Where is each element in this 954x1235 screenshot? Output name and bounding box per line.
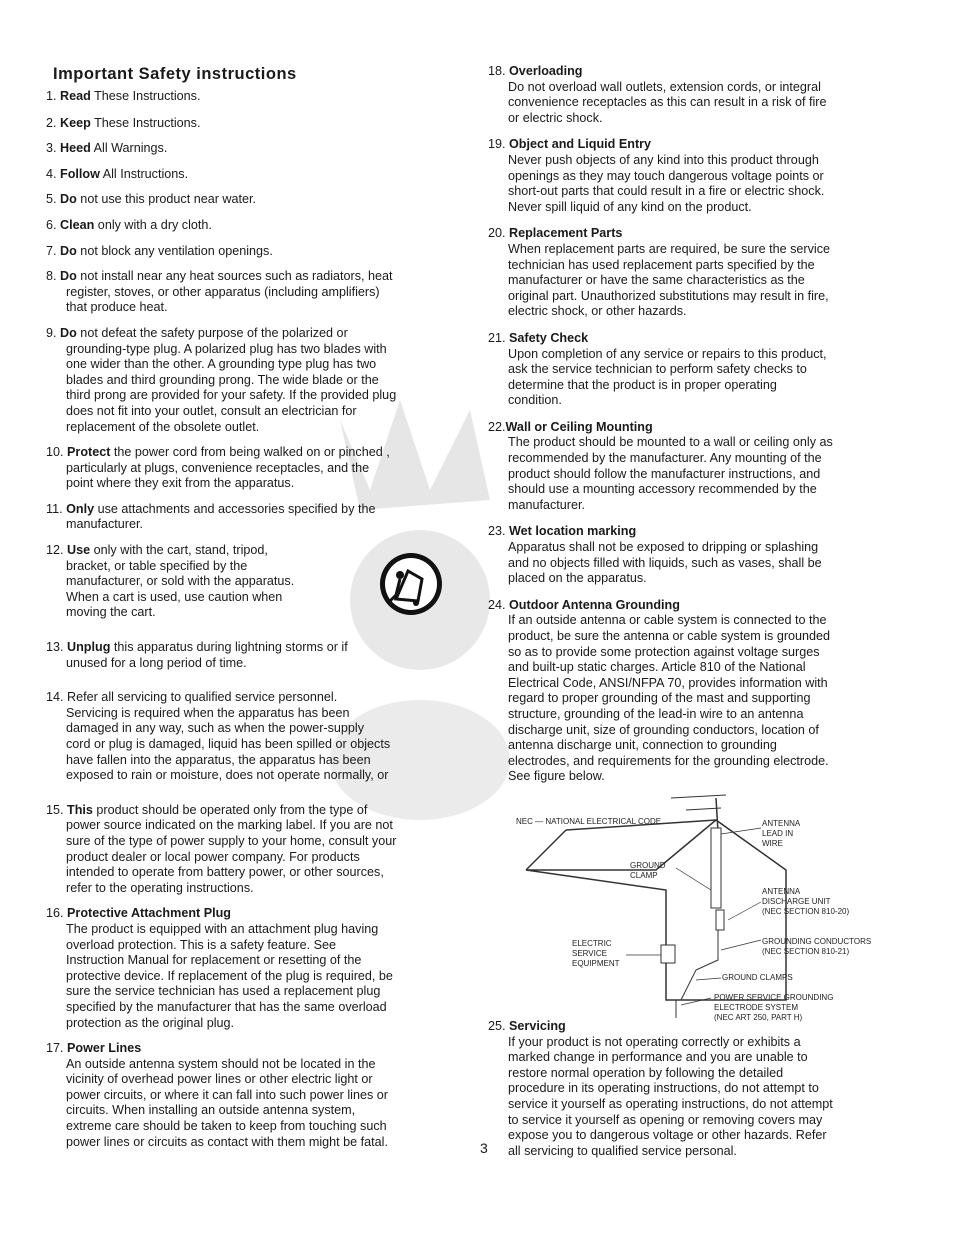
figure-discharge-2: DISCHARGE UNIT (762, 897, 831, 906)
item-spacer (46, 671, 474, 690)
instruction-continuation-line: determine that the product is in proper operating (508, 377, 777, 392)
figure-grounding-conductors-2: (NEC SECTION 810-21) (762, 947, 850, 956)
instruction-continuation-line: so as to provide some protection against voltage surges (508, 644, 820, 659)
instruction-heading (46, 141, 474, 157)
instruction-text: not use this product near water. (76, 192, 257, 207)
instruction-continuation-line: should use a mounting accessory recommended by the (508, 482, 817, 497)
instruction-keyword: This (67, 802, 93, 817)
instruction-text: use attachments and accessories specified by the (94, 501, 376, 516)
instruction-continuation-line: that produce heat. (66, 300, 168, 315)
instruction-keyword: Protective Attachment Plug (67, 906, 231, 921)
instruction-continuation-line: Apparatus shall not be exposed to dripping or splashing (508, 540, 819, 555)
instruction-number: 1. (46, 89, 61, 103)
instruction-continuation-line: point where they exit from the apparatus. (66, 476, 295, 491)
instruction-number: 18. (488, 64, 510, 78)
figure-electric-service-3: EQUIPMENT (572, 959, 620, 968)
left-instruction-item (46, 640, 474, 671)
instruction-keyword: Unplug (67, 640, 111, 655)
instruction-heading (46, 906, 474, 922)
instruction-continuation-line: ask the service technician to perform safety checks to (508, 362, 807, 377)
instruction-continuation-line: electrodes, and requirements for the grounding electrode. (508, 753, 829, 768)
instruction-continuation-line: particularly at plugs, convenience receptacles, and the (66, 460, 370, 475)
instruction-continuation-line: manufacturer or have the same characteristics as the (508, 273, 805, 288)
instruction-continuation-line: overload protection. This is a safety feature. See (66, 937, 336, 952)
instruction-continuation-line: unused for a long period of time. (66, 655, 247, 670)
instruction-text: All Instructions. (99, 166, 189, 181)
instruction-heading (46, 244, 474, 260)
instruction-continuation-line: service it yourself as operating instructions, do not attempt (508, 1096, 833, 1111)
instruction-continuation-line: See figure below. (508, 769, 605, 784)
instruction-text: not block any ventilation openings. (76, 243, 273, 258)
instruction-continuation-line: Upon completion of any service or repairs to this product, (508, 346, 827, 361)
instruction-continuation-line: protection as the original plug. (66, 1015, 235, 1030)
instruction-text: only with a dry cloth. (94, 217, 212, 232)
right-instruction-item (488, 598, 908, 785)
instruction-keyword: Servicing (509, 1018, 566, 1033)
figure-antenna-lead-3: WIRE (762, 839, 783, 848)
instruction-heading (488, 137, 908, 153)
instruction-continuation-line: openings as they may touch dangerous voltage points or (508, 168, 824, 183)
instruction-continuation-line: original part. Unauthorized substitutions may result in fire, (508, 288, 829, 303)
left-instruction-item (46, 89, 474, 105)
instruction-continuation-line: structure, grounding of the lead-in wire to an antenna (508, 706, 804, 721)
instruction-text: only with the cart, stand, tripod, (90, 543, 268, 558)
instruction-keyword: Protect (67, 445, 111, 460)
left-instruction-item (46, 192, 474, 208)
instruction-heading (46, 445, 474, 461)
instruction-continuation-line: all servicing to qualified service personal. (508, 1143, 737, 1158)
right-instruction-item (488, 1019, 908, 1159)
right-instruction-item (488, 524, 908, 586)
instruction-number: 15. (46, 802, 68, 817)
figure-antenna-lead-2: LEAD IN (762, 829, 794, 838)
item-spacer (46, 259, 474, 269)
item-spacer (488, 513, 908, 524)
instruction-continuation-line: When replacement parts are required, be sure the service (508, 241, 831, 256)
instruction-number: 9. (46, 325, 61, 340)
instruction-continuation-line: convenience receptacles as this can result in a risk of fire (508, 95, 827, 110)
figure-electric-service-1: ELECTRIC (572, 939, 612, 948)
instruction-keyword: Follow (60, 166, 100, 181)
instruction-continuation-line: sure of the type of power supply to your home, consult your (66, 833, 397, 848)
instruction-continuation-line: power circuits, or where it can fall into such power lines or (66, 1087, 388, 1102)
figure-ground-clamp-1: GROUND (630, 861, 666, 870)
item-spacer (46, 316, 474, 326)
instruction-continuation-line: manufacturer. (66, 517, 144, 532)
instruction-heading (46, 326, 474, 342)
instruction-continuation-line: manufacturer. (508, 497, 586, 512)
instruction-continuation-line: refer to the operating instructions. (66, 880, 254, 895)
page-number: 3 (480, 1140, 488, 1156)
figure-discharge-1: ANTENNA (762, 887, 801, 896)
right-instruction-item (488, 64, 908, 126)
item-spacer (46, 784, 474, 803)
instruction-continuation-line: vicinity of overhead power lines or other electric light or (66, 1072, 373, 1087)
instruction-continuation-line: recommended by the manufacturer. Any mounting of the (508, 451, 822, 466)
instruction-keyword: Do (60, 243, 77, 258)
antenna-grounding-figure (506, 790, 906, 1030)
instruction-continuation-line: An outside antenna system should not be located in the (66, 1056, 376, 1071)
instruction-continuation-line: replacement of the obsolete outlet. (66, 419, 260, 434)
item-spacer (46, 1031, 474, 1041)
instruction-heading (488, 524, 908, 540)
left-instruction-item (46, 218, 474, 234)
instruction-number: 17. (46, 1041, 68, 1056)
instruction-continuation-line: If your product is not operating correctly or exhibits a (508, 1034, 801, 1049)
instruction-keyword: Do (60, 269, 77, 284)
item-spacer (46, 182, 474, 192)
instruction-text: All Warnings. (90, 141, 168, 156)
item-spacer (488, 320, 908, 331)
instruction-text: not install near any heat sources such as radiators, heat (76, 269, 393, 284)
instruction-continuation-line: expose you to dangerous voltage or other hazards. Refer (508, 1128, 827, 1143)
left-instruction-item (46, 244, 474, 260)
item-spacer (46, 435, 474, 445)
instruction-continuation-line: have fallen into the apparatus, the apparatus has been (66, 752, 371, 767)
left-instruction-item (46, 543, 474, 621)
instruction-number: 6. (46, 217, 61, 232)
figure-nec-label: NEC — NATIONAL ELECTRICAL CODE (516, 817, 662, 826)
instruction-keyword: Read (60, 89, 91, 103)
instruction-keyword: Wet location marking (509, 524, 637, 539)
left-instruction-item (46, 803, 474, 897)
instruction-keyword: Use (67, 543, 91, 558)
right-instruction-item (488, 420, 908, 514)
instruction-heading (46, 218, 474, 234)
figure-ground-clamps: GROUND CLAMPS (722, 973, 793, 982)
figure-power-service-3: (NEC ART 250, PART H) (714, 1013, 803, 1022)
instruction-continuation-line: regard to proper grounding of the mast and supporting (508, 691, 811, 706)
instruction-continuation-line: The product should be mounted to a wall or ceiling only as (508, 435, 833, 450)
instruction-heading (46, 1041, 474, 1057)
instruction-continuation-line: placed on the apparatus. (508, 571, 647, 586)
instruction-number: 3. (46, 141, 61, 156)
item-spacer (46, 105, 474, 116)
instruction-number: 24. (488, 597, 510, 612)
instruction-heading (46, 640, 474, 656)
figure-antenna-lead-1: ANTENNA (762, 819, 801, 828)
instruction-continuation-line: antenna discharge unit, connection to grounding (508, 738, 777, 753)
instruction-keyword: Only (66, 501, 95, 516)
item-spacer (46, 896, 474, 906)
instruction-continuation-line: Servicing is required when the apparatus has been (66, 705, 350, 720)
left-instruction-item (46, 502, 474, 533)
item-spacer (488, 409, 908, 420)
instruction-number: 4. (46, 166, 61, 181)
instruction-continuation-line: Never push objects of any kind into this product through (508, 152, 819, 167)
instruction-number: 23. (488, 524, 510, 539)
instruction-number: 2. (46, 115, 61, 130)
instruction-keyword: Heed (60, 141, 91, 156)
instruction-number: 12. (46, 543, 68, 558)
instruction-text: These Instructions. (90, 115, 201, 130)
figure-discharge-3: (NEC SECTION 810-20) (762, 907, 850, 916)
left-instruction-item (46, 167, 474, 183)
instruction-continuation-line: Never spill liquid of any kind on the product. (508, 199, 752, 214)
instruction-keyword: Outdoor Antenna Grounding (509, 597, 680, 612)
instruction-heading (46, 690, 474, 706)
instruction-continuation-line: extreme care should be taken to keep from touching such (66, 1119, 387, 1134)
instruction-continuation-line: electric shock, or other hazards. (508, 304, 687, 319)
instruction-keyword: Wall or Ceiling Mounting (505, 419, 653, 434)
right-instruction-item (488, 226, 908, 320)
instruction-heading (46, 502, 474, 518)
instruction-continuation-line: or electric shock. (508, 110, 603, 125)
instruction-number: 16. (46, 906, 68, 921)
instruction-continuation-line: Instruction Manual for replacement or resetting of the (66, 953, 362, 968)
instruction-heading (46, 116, 474, 132)
instruction-continuation-line: moving the cart. (66, 605, 156, 620)
instruction-text: product should be operated only from the type of (92, 802, 368, 817)
instruction-heading (488, 598, 908, 614)
instruction-number: 19. (488, 137, 510, 152)
instruction-continuation-line: one wider than the other. A grounding type plug has two (66, 357, 377, 372)
instruction-number: 20. (488, 226, 510, 241)
instruction-continuation-line: marked change in performance and you are unable to (508, 1050, 808, 1065)
left-instruction-item (46, 326, 474, 435)
left-instruction-item (46, 1041, 474, 1150)
instruction-continuation-line: sure the service technician has used a replacement plug (66, 984, 381, 999)
instruction-keyword: Do (60, 192, 77, 207)
instruction-number: 8. (46, 269, 61, 284)
left-instruction-item (46, 906, 474, 1031)
instruction-number: 5. (46, 192, 61, 207)
instruction-number: 10. (46, 445, 68, 460)
left-instruction-item (46, 269, 474, 316)
instruction-continuation-line: intended to operate from battery power, or other sources, (66, 865, 384, 880)
instruction-continuation-line: discharge unit, size of grounding conductors, location of (508, 722, 819, 737)
left-item-list (46, 89, 474, 1150)
instruction-text: Refer all servicing to qualified service personnel. (67, 690, 338, 705)
instruction-keyword: Do (60, 325, 77, 340)
instruction-number: 22. (488, 419, 506, 434)
figure-power-service-1: POWER SERVICE GROUNDING (714, 993, 834, 1002)
instruction-keyword: Clean (60, 217, 95, 232)
instruction-continuation-line: When a cart is used, use caution when (66, 589, 283, 604)
instruction-continuation-line: circuits. When installing an outside antenna system, (66, 1103, 356, 1118)
instruction-number: 14. (46, 690, 68, 705)
instruction-heading (46, 167, 474, 183)
instruction-continuation-line: If an outside antenna or cable system is connected to the (508, 613, 827, 628)
left-instruction-item (46, 690, 474, 784)
instruction-continuation-line: product should follow the manufacturer instructions, and (508, 466, 821, 481)
figure-ground-clamp-2: CLAMP (630, 871, 658, 880)
item-spacer (46, 234, 474, 244)
instruction-keyword: Power Lines (67, 1041, 142, 1056)
item-spacer (488, 587, 908, 598)
instruction-continuation-line: power source indicated on the marking label. If you are not (66, 818, 393, 833)
instruction-keyword: Overloading (509, 64, 583, 78)
left-instruction-item (46, 141, 474, 157)
instruction-heading (488, 331, 908, 347)
item-spacer (46, 208, 474, 218)
cart-warning-icon (378, 551, 444, 617)
instruction-continuation-line: protective device. If replacement of the plug is required, be (66, 968, 393, 983)
item-spacer (46, 157, 474, 167)
instruction-number: 11. (46, 501, 67, 516)
instruction-continuation-line: short-out parts that could result in a fire or electric shock. (508, 184, 825, 199)
instruction-heading (488, 420, 908, 436)
instruction-keyword: Object and Liquid Entry (509, 137, 652, 152)
instruction-continuation-line: cord or plug is damaged, liquid has been spilled or objects (66, 737, 391, 751)
right-instruction-item (488, 331, 908, 409)
right-instruction-item (488, 137, 908, 215)
instruction-continuation-line: bracket, or table specified by the (66, 558, 248, 573)
instruction-number: 21. (488, 330, 510, 345)
instruction-continuation-line: does not fit into your outlet, consult an electrician for (66, 403, 357, 418)
instruction-continuation-line: damaged in any way, such as when the power-supply (66, 721, 364, 736)
instruction-continuation-line: Electrical Code, ANSI/NFPA 70, provides information with (508, 675, 828, 690)
instruction-continuation-line: third prong are provided for your safety. If the provided plug (66, 388, 397, 403)
figure-grounding-conductors-1: GROUNDING CONDUCTORS (762, 937, 872, 946)
figure-electric-service-2: SERVICE (572, 949, 607, 958)
left-instruction-item (46, 116, 474, 132)
instruction-continuation-line: product dealer or local power company. For products (66, 849, 360, 864)
instruction-keyword: Safety Check (509, 330, 589, 345)
figure-power-service-2: ELECTRODE SYSTEM (714, 1003, 799, 1012)
instruction-number: 13. (46, 640, 68, 655)
instruction-continuation-line: exposed to rain or moisture, does not operate normally, or (66, 768, 389, 783)
instruction-continuation-line: condition. (508, 393, 562, 408)
instruction-continuation-line: The product is equipped with an attachment plug having (66, 921, 379, 936)
item-spacer (46, 131, 474, 141)
instruction-text: These Instructions. (90, 89, 201, 103)
instruction-continuation-line: Do not overload wall outlets, extension cords, or integral (508, 79, 821, 94)
instruction-continuation-line: product, be sure the antenna or cable system is grounded (508, 629, 831, 643)
instruction-heading (46, 269, 474, 285)
instruction-continuation-line: to service it yourself as opening or removing covers may (508, 1112, 823, 1127)
left-instruction-item (46, 445, 474, 492)
left-column (46, 64, 474, 1150)
page-title: Important Safety instructions (53, 65, 297, 83)
instruction-continuation-line: procedure in its operating instructions, do not attempt to (508, 1081, 819, 1096)
instruction-heading (488, 64, 908, 80)
instruction-heading (46, 192, 474, 208)
instruction-text: the power cord from being walked on or pinched , (110, 445, 390, 460)
instruction-continuation-line: and no objects filled with liquids, such as vases, shall be (508, 555, 822, 570)
instruction-heading (488, 226, 908, 242)
instruction-continuation-line: manufacturer, or sold with the apparatus. (66, 574, 295, 589)
instruction-text: not defeat the safety purpose of the polarized or (76, 325, 348, 340)
instruction-keyword: Replacement Parts (509, 226, 623, 241)
instruction-continuation-line: power lines or circuits as contact with them might be fatal. (66, 1134, 388, 1149)
instruction-continuation-line: register, stoves, or other apparatus (including amplifiers) (66, 284, 380, 299)
instruction-continuation-line: technician has used replacement parts specified by the (508, 257, 815, 272)
instruction-continuation-line: specified by the manufacturer that has the same overload (66, 999, 387, 1014)
instruction-continuation-line: blades and third grounding prong. The wide blade or the (66, 372, 379, 387)
instruction-heading (46, 89, 474, 105)
instruction-keyword: Keep (60, 115, 91, 130)
instruction-heading (46, 803, 474, 819)
instruction-number: 7. (46, 243, 61, 258)
instruction-number: 25. (488, 1018, 510, 1033)
instruction-continuation-line: and built-up static charges. Article 810 of the National (508, 660, 806, 675)
item-spacer (46, 492, 474, 502)
instruction-continuation-line: restore normal operation by following the detailed (508, 1065, 784, 1080)
item-spacer (46, 533, 474, 543)
instruction-text: this apparatus during lightning storms or if (110, 640, 348, 655)
item-spacer (488, 126, 908, 137)
item-spacer (488, 215, 908, 226)
instruction-continuation-line: grounding-type plug. A polarized plug has two blades with (66, 341, 387, 356)
item-spacer (46, 621, 474, 640)
